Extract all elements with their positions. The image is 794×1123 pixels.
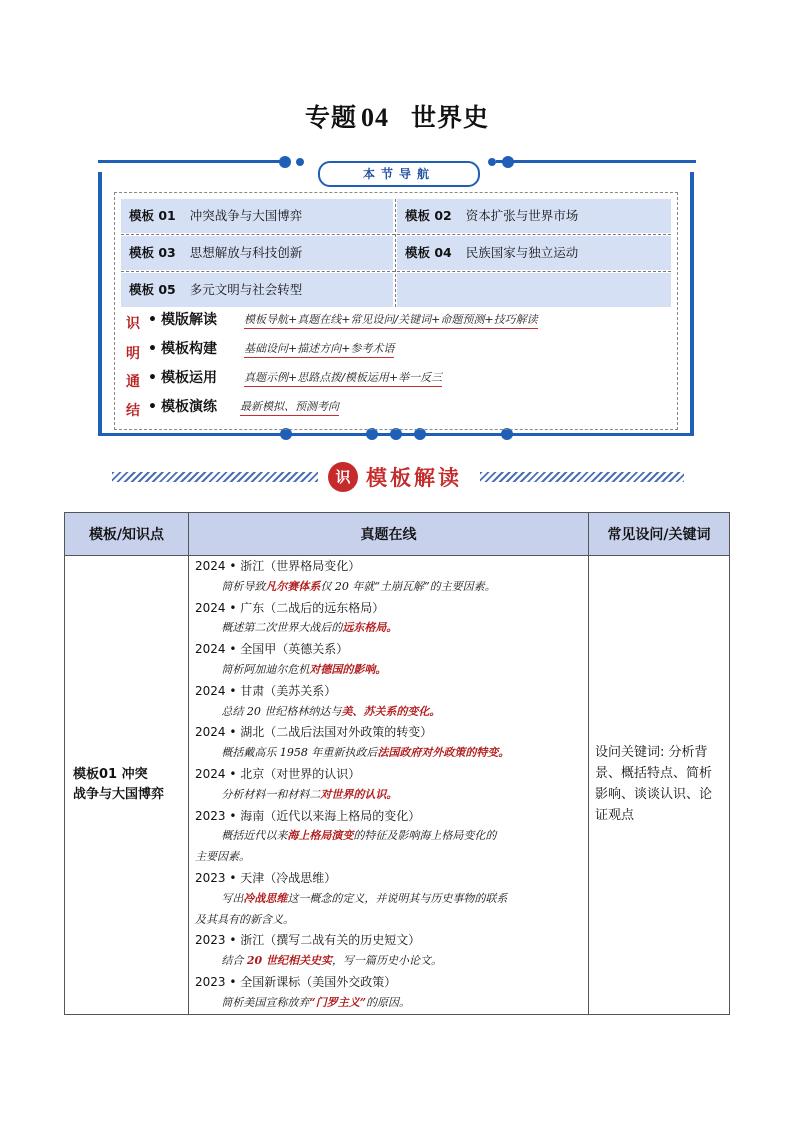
exam-item: 2024 • 广东（二战后的远东格局） 概述第二次世界大战后的远东格局。 xyxy=(195,600,398,635)
grid-item-template-04[interactable]: 模板 04 民族国家与独立运动 xyxy=(397,236,671,270)
grid-empty-cell xyxy=(397,273,671,307)
divider xyxy=(395,199,396,307)
grid-item-template-03[interactable]: 模板 03 思想解放与科技创新 xyxy=(121,236,393,270)
divider xyxy=(121,234,671,235)
exam-item: 2024 • 甘肃（美苏关系） 总结 20 世纪格林纳达与美、苏关系的变化。 xyxy=(195,683,441,718)
grid-item-template-05[interactable]: 模板 05 多元文明与社会转型 xyxy=(121,273,393,307)
side-char: 结 xyxy=(126,403,140,419)
section-banner xyxy=(0,462,794,492)
side-char: 明 xyxy=(126,346,140,362)
section-title: 模板解读 xyxy=(366,466,462,490)
template-table xyxy=(64,512,730,1015)
exam-item: 2023 • 海南（近代以来海上格局的变化） 概括近代以来海上格局演变的特征及影响海上格局变化的 主要因素。 xyxy=(195,808,497,864)
grid-item-template-02[interactable]: 模板 02 资本扩张与世界市场 xyxy=(397,199,671,233)
keywords-cell: 设问关键词: 分析背景、概括特点、简析影响、谈谈认识、论证观点 xyxy=(589,556,730,1015)
exam-item: 2023 • 全国新课标（美国外交政策） 简析美国宣称放弃“门罗主义”的原因。 xyxy=(195,974,411,1009)
dot-decoration xyxy=(502,156,514,168)
bullet-icon: • xyxy=(148,341,157,357)
exam-item: 2023 • 天津（冷战思维） 写出冷战思维这一概念的定义，并说明其与历史事物的联系 及其具有的新含义。 xyxy=(195,870,508,926)
dot-decoration xyxy=(488,158,496,166)
divider xyxy=(690,172,694,434)
dot-decoration xyxy=(279,156,291,168)
table-header-row xyxy=(65,513,730,556)
nav-heading: 本节导航 xyxy=(318,161,480,187)
exam-item: 2024 • 浙江（世界格局变化） 简析导致凡尔赛体系仅 20 年就“土崩瓦解”的主要因素。 xyxy=(195,559,496,593)
bullet-icon: • xyxy=(148,399,157,415)
page-title: 专题 04 世界史 xyxy=(304,103,490,132)
bullet-icon: • xyxy=(148,312,157,328)
template-cell: 模板01 冲突 战争与大国博弈 xyxy=(65,556,189,1015)
column-header: 真题在线 xyxy=(189,513,589,556)
divider xyxy=(98,160,288,163)
divider xyxy=(98,172,102,434)
bullet-icon: • xyxy=(148,370,157,386)
divider xyxy=(496,160,696,163)
exam-item: 2024 • 北京（对世界的认识） 分析材料一和材料二对世界的认识。 xyxy=(195,766,398,801)
exam-item: 2023 • 浙江（撰写二战有关的历史短文） 结合 20 世纪相关史实，写一篇历史小论文。 xyxy=(195,933,443,968)
side-char: 通 xyxy=(126,374,140,390)
divider xyxy=(121,271,671,272)
section-badge-icon: 识 xyxy=(328,462,358,492)
exam-item: 2024 • 全国甲（英德关系） 简析阿加迪尔危机对德国的影响。 xyxy=(195,642,387,676)
column-header: 常见设问/关键词 xyxy=(589,513,730,556)
dot-decoration xyxy=(296,158,304,166)
table-row xyxy=(65,556,730,1015)
side-char: 识 xyxy=(126,316,140,332)
nav-row-practice[interactable]: • 模板演练 最新模拟、预测考向 xyxy=(148,399,339,415)
hatch-decoration xyxy=(480,472,684,482)
nav-row-construction[interactable]: • 模板构建 基础设问+描述方向+参考术语 xyxy=(148,341,395,357)
column-header: 模板/知识点 xyxy=(65,513,189,556)
exam-item: 2024 • 湖北（二战后法国对外政策的转变） 概括戴高乐 1958 年重新执政后法国政府对外政策的特变。 xyxy=(195,725,510,760)
hatch-decoration xyxy=(112,472,318,482)
exam-items-cell xyxy=(189,556,589,1015)
grid-item-template-01[interactable]: 模板 01 冲突战争与大国博弈 xyxy=(121,199,393,233)
nav-row-application[interactable]: • 模板运用 真题示例+思路点拨/模板运用+举一反三 xyxy=(148,370,443,386)
nav-row-interpretation[interactable]: • 模版解读 模板导航+真题在线+常见设问/关键词+命题预测+技巧解读 xyxy=(148,312,538,328)
